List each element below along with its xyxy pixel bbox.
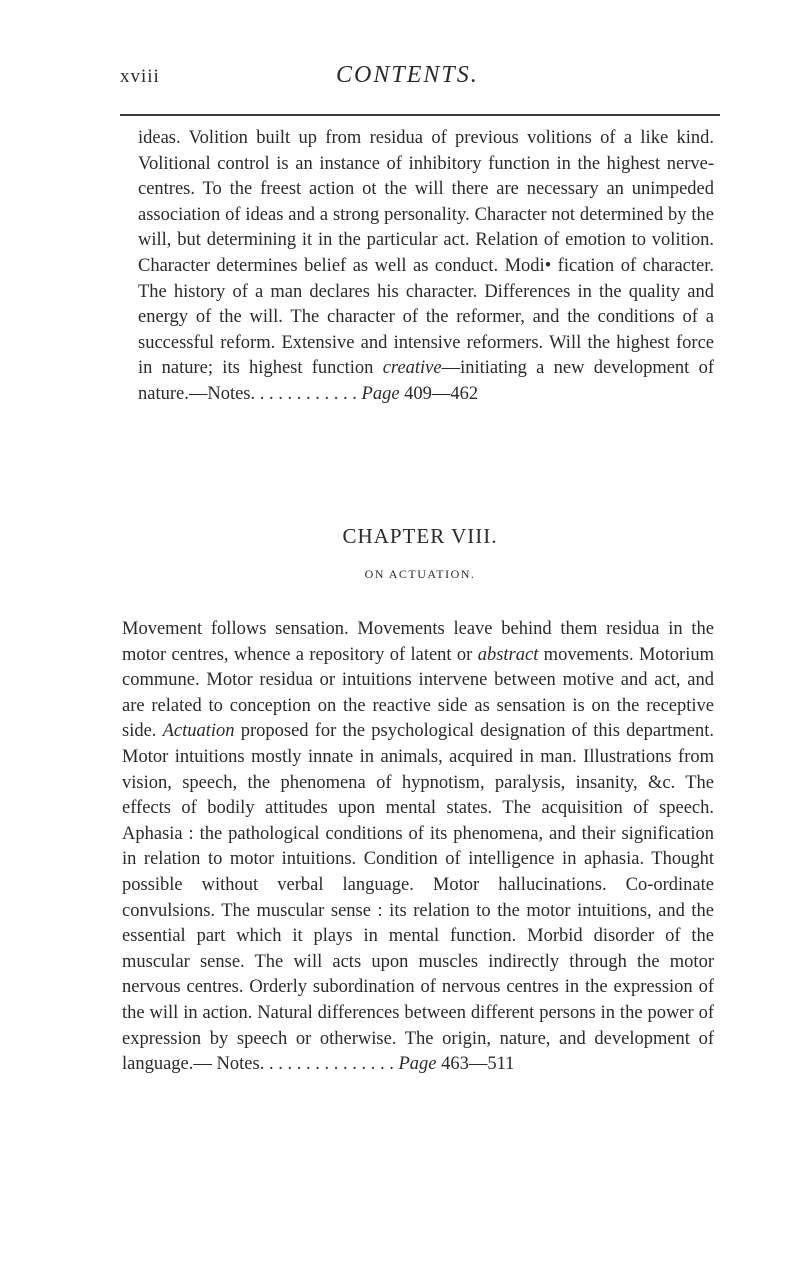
running-head [120, 58, 700, 98]
entry-text-b: movements. Motorium commune. Motor residua or intuitions intervene between motive and act, and are related to conception on the reactive side as sensation is on the receptive side. [122, 644, 714, 742]
chapter-heading: CHAPTER VIII. [342, 524, 498, 548]
entry-text: ideas. Volition built up from residua of previous volitions of a like kind. Volitional control is an instance of inhibitory function in the highest nerve-centres. To the freest action ot the will there are necessary an unimpeded association of ideas and a strong personality. Character not determined by the will, but determining it in the particular act. Relation of emotion to volition. Character determines belief as well as conduct. Modi• fication of character. The history of a man declares his character. Differences in the quality and energy of the will. The character of the reformer, and the conditions of a successful reform. Extensive and intensive reformers. Will the highest force in nature; its highest function [138, 128, 714, 379]
entry-tail: Notes. [216, 1054, 265, 1075]
header-rule [120, 114, 720, 116]
page-range: 463—511 [441, 1054, 515, 1075]
leader-dots: . . . . . . . . . . . [259, 383, 357, 404]
italic-term: creative [382, 358, 442, 379]
page-label: Page [398, 1054, 437, 1075]
contents-entry-chapter-viii [122, 617, 714, 1078]
page-range: 409—462 [404, 383, 479, 404]
page-number: xviii [120, 66, 160, 87]
entry-text-a: Movement follows sensation. Movements leave behind them residua in the motor centres, whence a repository of latent or [122, 619, 714, 665]
entry-text-c: proposed for the psychological designation of this department. Motor intuitions mostly innate in animals, acquired in man. Illustrations from vision, speech, the phenomena of hypnotism, paralysis, insanity, &c. The effects of bodily attitudes upon mental states. The acquisition of speech. Aphasia : the pathological conditions of its phenomena, and their signification in relation to motor intuitions. Condition of intelligence in aphasia. Thought possible without verbal language. Motor hallucinations. Co-ordinate convulsions. The muscular sense : its relation to the motor intuitions, and the essential part which it plays in mental function. Morbid disorder of the muscular sense. The will acts upon muscles indirectly through the motor nervous centres. Orderly subordination of nervous centres in the expression of the will in action. Natural differences between different persons in the power of expression by speech or otherwise. The origin, nature, and development of language.— [122, 721, 714, 1075]
running-title: CONTENTS. [336, 62, 479, 88]
page-label: Page [361, 383, 400, 404]
contents-entry-chapter-vii-continued [138, 126, 714, 408]
chapter-subtitle: ON ACTUATION. [364, 567, 476, 581]
entry-text-end: —initiating a new development of nature.—Notes. [138, 358, 715, 404]
italic-term-actuation: Actuation [162, 721, 235, 742]
leader-dots: . . . . . . . . . . . . . . [268, 1054, 394, 1075]
italic-term-abstract: abstract [477, 644, 539, 665]
